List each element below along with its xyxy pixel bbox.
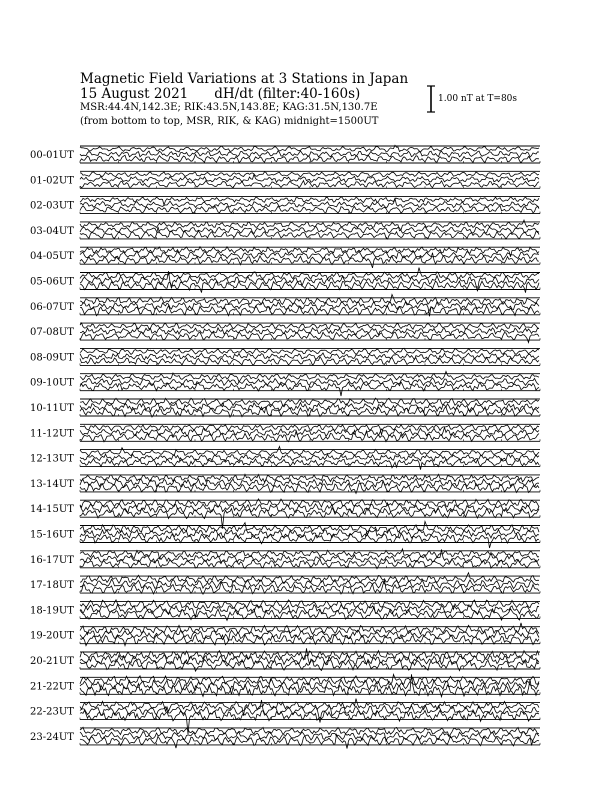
row-label-19-20UT: 19-20UT [30,630,74,642]
trace-KAG-06-07UT [80,295,539,305]
trace-KAG-01-02UT [80,172,539,177]
trace-RIK-01-02UT [80,174,539,182]
row-label-14-15UT: 14-15UT [30,504,74,516]
trace-MSR-01-02UT [80,181,539,188]
row-label-07-08UT: 07-08UT [30,327,74,339]
row-label-15-16UT: 15-16UT [30,529,74,541]
row-label-06-07UT: 06-07UT [30,301,74,313]
row-label-11-12UT: 11-12UT [30,428,74,440]
trace-MSR-16-17UT [80,559,539,569]
trace-KAG-13-14UT [80,474,539,482]
trace-KAG-07-08UT [80,323,539,329]
row-label-03-04UT: 03-04UT [30,225,74,237]
row-label-09-10UT: 09-10UT [30,377,74,389]
row-label-13-14UT: 13-14UT [30,478,74,490]
quantity-label: dH/dt (filter:40-160s) [214,86,361,102]
row-label-16-17UT: 16-17UT [30,554,74,566]
trace-MSR-08-09UT [80,357,539,366]
trace-RIK-05-06UT [80,271,539,291]
scale-bar-label: 1.00 nT at T=80s [438,94,518,104]
trace-MSR-02-03UT [80,205,539,213]
row-label-05-06UT: 05-06UT [30,276,74,288]
trace-RIK-06-07UT [80,302,539,317]
row-label-20-21UT: 20-21UT [30,656,74,667]
row-label-10-11UT: 10-11UT [30,403,74,414]
trace-MSR-06-07UT [80,306,539,316]
trace-KAG-11-12UT [80,425,539,435]
row-label-18-19UT: 18-19UT [30,605,74,617]
trace-KAG-23-24UT [80,727,539,736]
station-coordinates: MSR:44.4N,142.3E; RIK:43.5N,143.8E; KAG:31.5N,130.7E [80,102,378,113]
trace-RIK-12-13UT [80,454,539,461]
trace-KAG-08-09UT [80,348,539,354]
date-label: 15 August 2021 [80,86,189,102]
row-label-04-05UT: 04-05UT [30,251,74,263]
trace-MSR-09-10UT [80,382,539,396]
trace-MSR-03-04UT [80,227,539,239]
station-order-note: (from bottom to top, MSR, RIK, & KAG) midnight=1500UT [80,116,379,127]
chart-title: Magnetic Field Variations at 3 Stations in Japan [80,71,409,87]
row-label-17-18UT: 17-18UT [30,580,74,592]
trace-MSR-12-13UT [80,458,539,470]
row-label-08-09UT: 08-09UT [30,352,74,364]
row-label-12-13UT: 12-13UT [30,453,74,465]
trace-KAG-12-13UT [80,447,539,456]
row-label-00-01UT: 00-01UT [30,150,74,161]
trace-MSR-05-06UT [80,281,539,293]
row-label-21-22UT: 21-22UT [30,681,74,693]
row-label-02-03UT: 02-03UT [30,200,74,212]
row-label-22-23UT: 22-23UT [30,706,74,718]
trace-KAG-15-16UT [80,522,539,533]
trace-RIK-03-04UT [80,226,539,234]
row-label-23-24UT: 23-24UT [30,731,74,743]
row-label-01-02UT: 01-02UT [30,175,74,187]
trace-RIK-15-16UT [80,529,539,538]
